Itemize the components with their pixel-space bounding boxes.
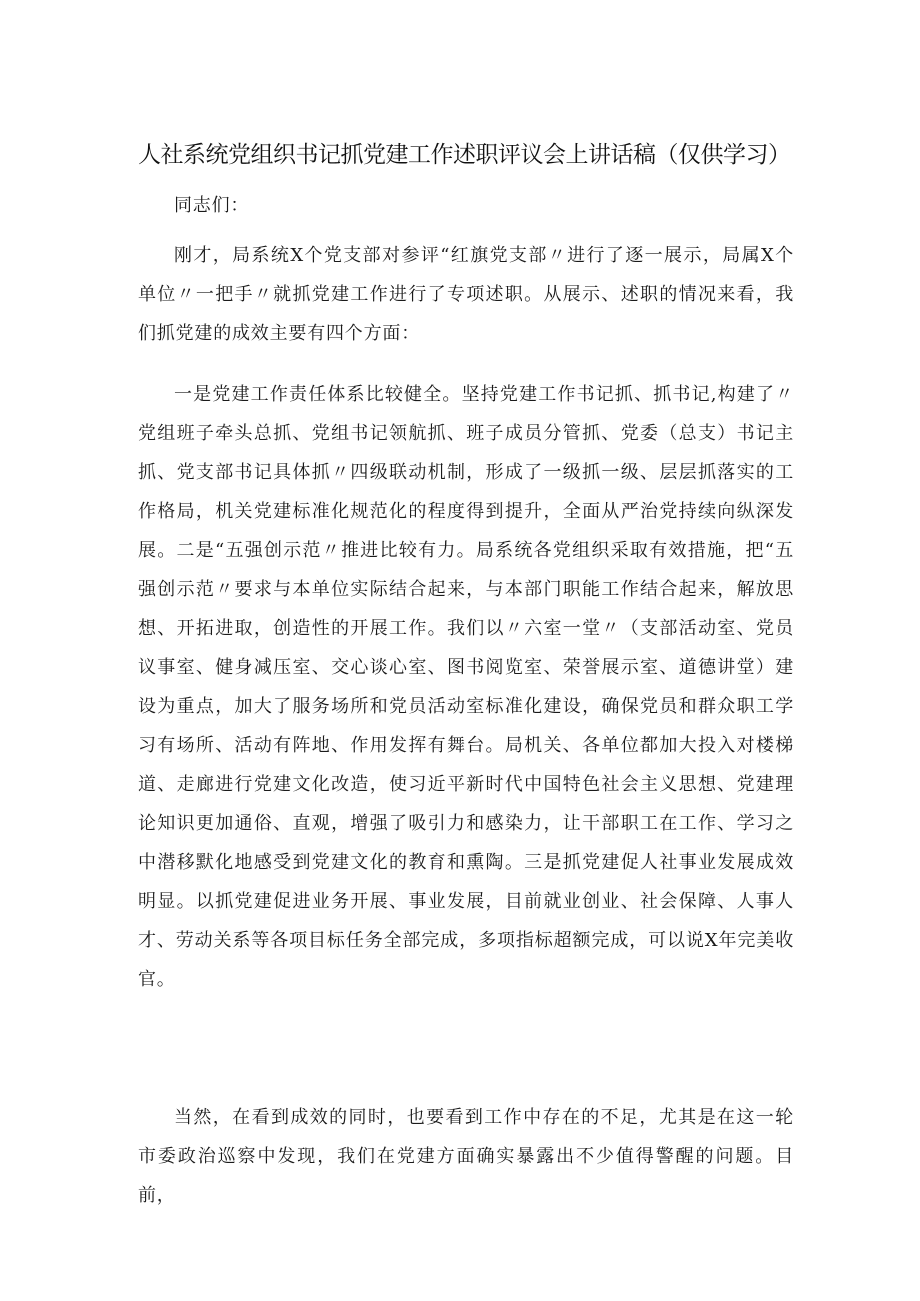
salutation-text: 同志们： bbox=[174, 195, 250, 216]
paragraph-text: 一是党建工作责任体系比较健全。坚持党建工作书记抓、抓书记,构建了〃党组班子牵头总抓、党组书记领航抓、班子成员分管抓、党委（总支）书记主抓、党支部书记具体抓〃四级联动机制，形成了一级抓一级、层层抓落实的工作格局，机关党建标准化规范化的程度得到提升，全面从严治党持续向纵深发展。二是“五强创示范〃推进比较有力。局系统各党组织采取有效措施，把“五强创示范〃要求与本单位实际结合起来，与本部门职能工作结合起来，解放思想、开拓进取，创造性的开展工作。我们以〃六室一堂〃（支部活动室、党员议事室、健身减压室、交心谈心室、图书阅览室、荣誉展示室、道德讲堂）建设为重点，加大了服务场所和党员活动室标准化建设，确保党员和群众职工学习有场所、活动有阵地、作用发挥有舞台。局机关、各单位都加大投入对楼梯道、走廊进行党建文化改造，使习近平新时代中国特色社会主义思想、党建理论知识更加通俗、直观，增强了吸引力和感染力，让干部职工在工作、学习之中潜移默化地感受到党建文化的教育和熏陶。三是抓党建促人社事业发展成效明显。以抓党建促进业务开展、事业发展，目前就业创业、社会保障、人事人才、劳动关系等各项目标任务全部完成，多项指标超额完成，可以说X年完美收官。 bbox=[138, 384, 794, 990]
document-title: 人社系统党组织书记抓党建工作述职评议会上讲话稿（仅供学习） bbox=[138, 142, 791, 168]
salutation bbox=[138, 186, 794, 225]
paragraph-3 bbox=[138, 1098, 794, 1215]
paragraph-1 bbox=[138, 236, 794, 353]
paragraph-text: 当然，在看到成效的同时，也要看到工作中存在的不足，尤其是在这一轮市委政治巡察中发现，我们在党建方面确实暴露出不少值得警醒的问题。目前， bbox=[138, 1107, 794, 1206]
paragraph-text: 刚才，局系统X个党支部对参评“红旗党支部〃进行了逐一展示，局属X个单位〃一把手〃就抓党建工作进行了专项述职。从展示、述职的情况来看，我们抓党建的成效主要有四个方面： bbox=[138, 245, 794, 344]
paragraph-2 bbox=[138, 375, 794, 999]
